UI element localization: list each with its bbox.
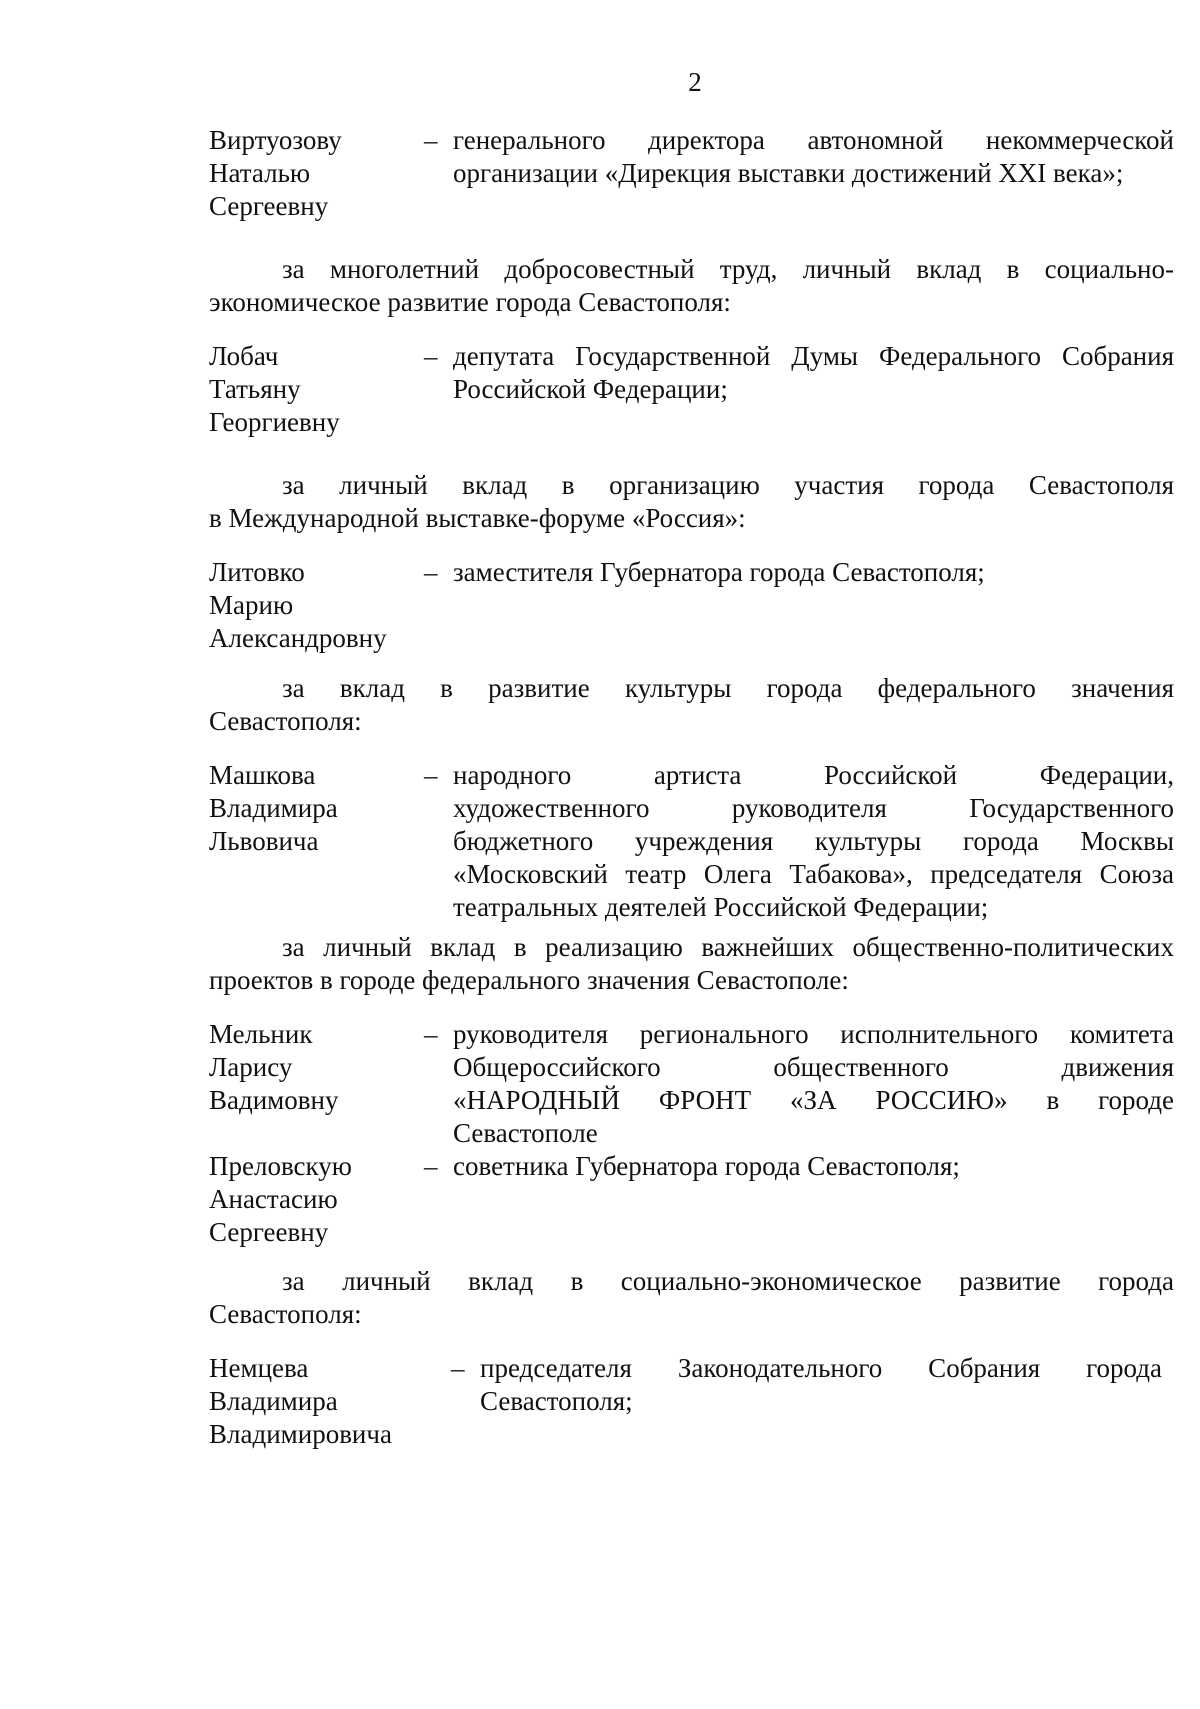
awardee-entry xyxy=(209,1018,1174,1150)
awardee-name: Мельник Ларису Вадимовну xyxy=(209,1019,339,1115)
awardee-position: депутата Государственной Думы Федерального Собрания Российской Федерации; xyxy=(453,341,1174,404)
awardee-entry xyxy=(209,1352,1174,1451)
awardee-name: Лобач Татьяну Георгиевну xyxy=(209,341,340,437)
award-reason: за личный вклад в реализацию важнейших общественно-политических проектов в городе федерального значения Севастополе: xyxy=(209,932,1174,995)
awardee-position: председателя Законодательного Собрания города Севастополя; xyxy=(480,1353,1162,1416)
awardee-name: Немцева Владимира Владимировича xyxy=(209,1353,392,1449)
dash: – xyxy=(424,760,438,790)
dash: – xyxy=(424,1019,438,1049)
award-reason: за личный вклад в организацию участия города Севастополя в Международной выставке-форуме «Россия»: xyxy=(209,470,1174,533)
awardee-entry xyxy=(209,340,1174,439)
dash: – xyxy=(424,125,438,155)
award-reason: за личный вклад в социально-экономическое развитие города Севастополя: xyxy=(209,1266,1174,1329)
awardee-name: Машкова Владимира Львовича xyxy=(209,760,338,856)
awardee-name: Преловскую Анастасию Сергеевну xyxy=(209,1151,352,1247)
dash: – xyxy=(424,557,438,587)
award-reason: за вклад в развитие культуры города федерального значения Севастополя: xyxy=(209,673,1174,736)
dash: – xyxy=(424,341,438,371)
award-reason: за многолетний добросовестный труд, личный вклад в социально- экономическое развитие города Севастополя: xyxy=(209,254,1174,317)
awardee-name: Виртуозову Наталью Сергеевну xyxy=(209,125,342,221)
awardee-position: генерального директора автономной некоммерческой организации «Дирекция выставки достижений XXI века»; xyxy=(453,125,1174,188)
awardee-position: руководителя регионального исполнительного комитета Общероссийского общественного движения «НАРОДНЫЙ ФРОНТ «ЗА РОССИЮ» в городе Севастополе xyxy=(453,1019,1174,1148)
awardee-name: Литовко Марию Александровну xyxy=(209,557,387,653)
awardee-position: народного артиста Российской Федерации, художественного руководителя Государственного бюджетного учреждения культуры города Москвы «Московский театр Олега Табакова», председателя Союза театральных деятелей Российской Федерации; xyxy=(453,760,1174,922)
awardee-entry xyxy=(209,1150,1174,1249)
awardee-position: заместителя Губернатора города Севастополя; xyxy=(453,557,985,587)
awardee-entry xyxy=(209,759,1174,924)
dash: – xyxy=(451,1353,465,1383)
page-number: 2 xyxy=(688,67,702,97)
awardee-entry xyxy=(209,124,1174,223)
awardee-position: советника Губернатора города Севастополя; xyxy=(453,1151,960,1181)
awardee-entry xyxy=(209,556,1174,655)
dash: – xyxy=(424,1151,438,1181)
